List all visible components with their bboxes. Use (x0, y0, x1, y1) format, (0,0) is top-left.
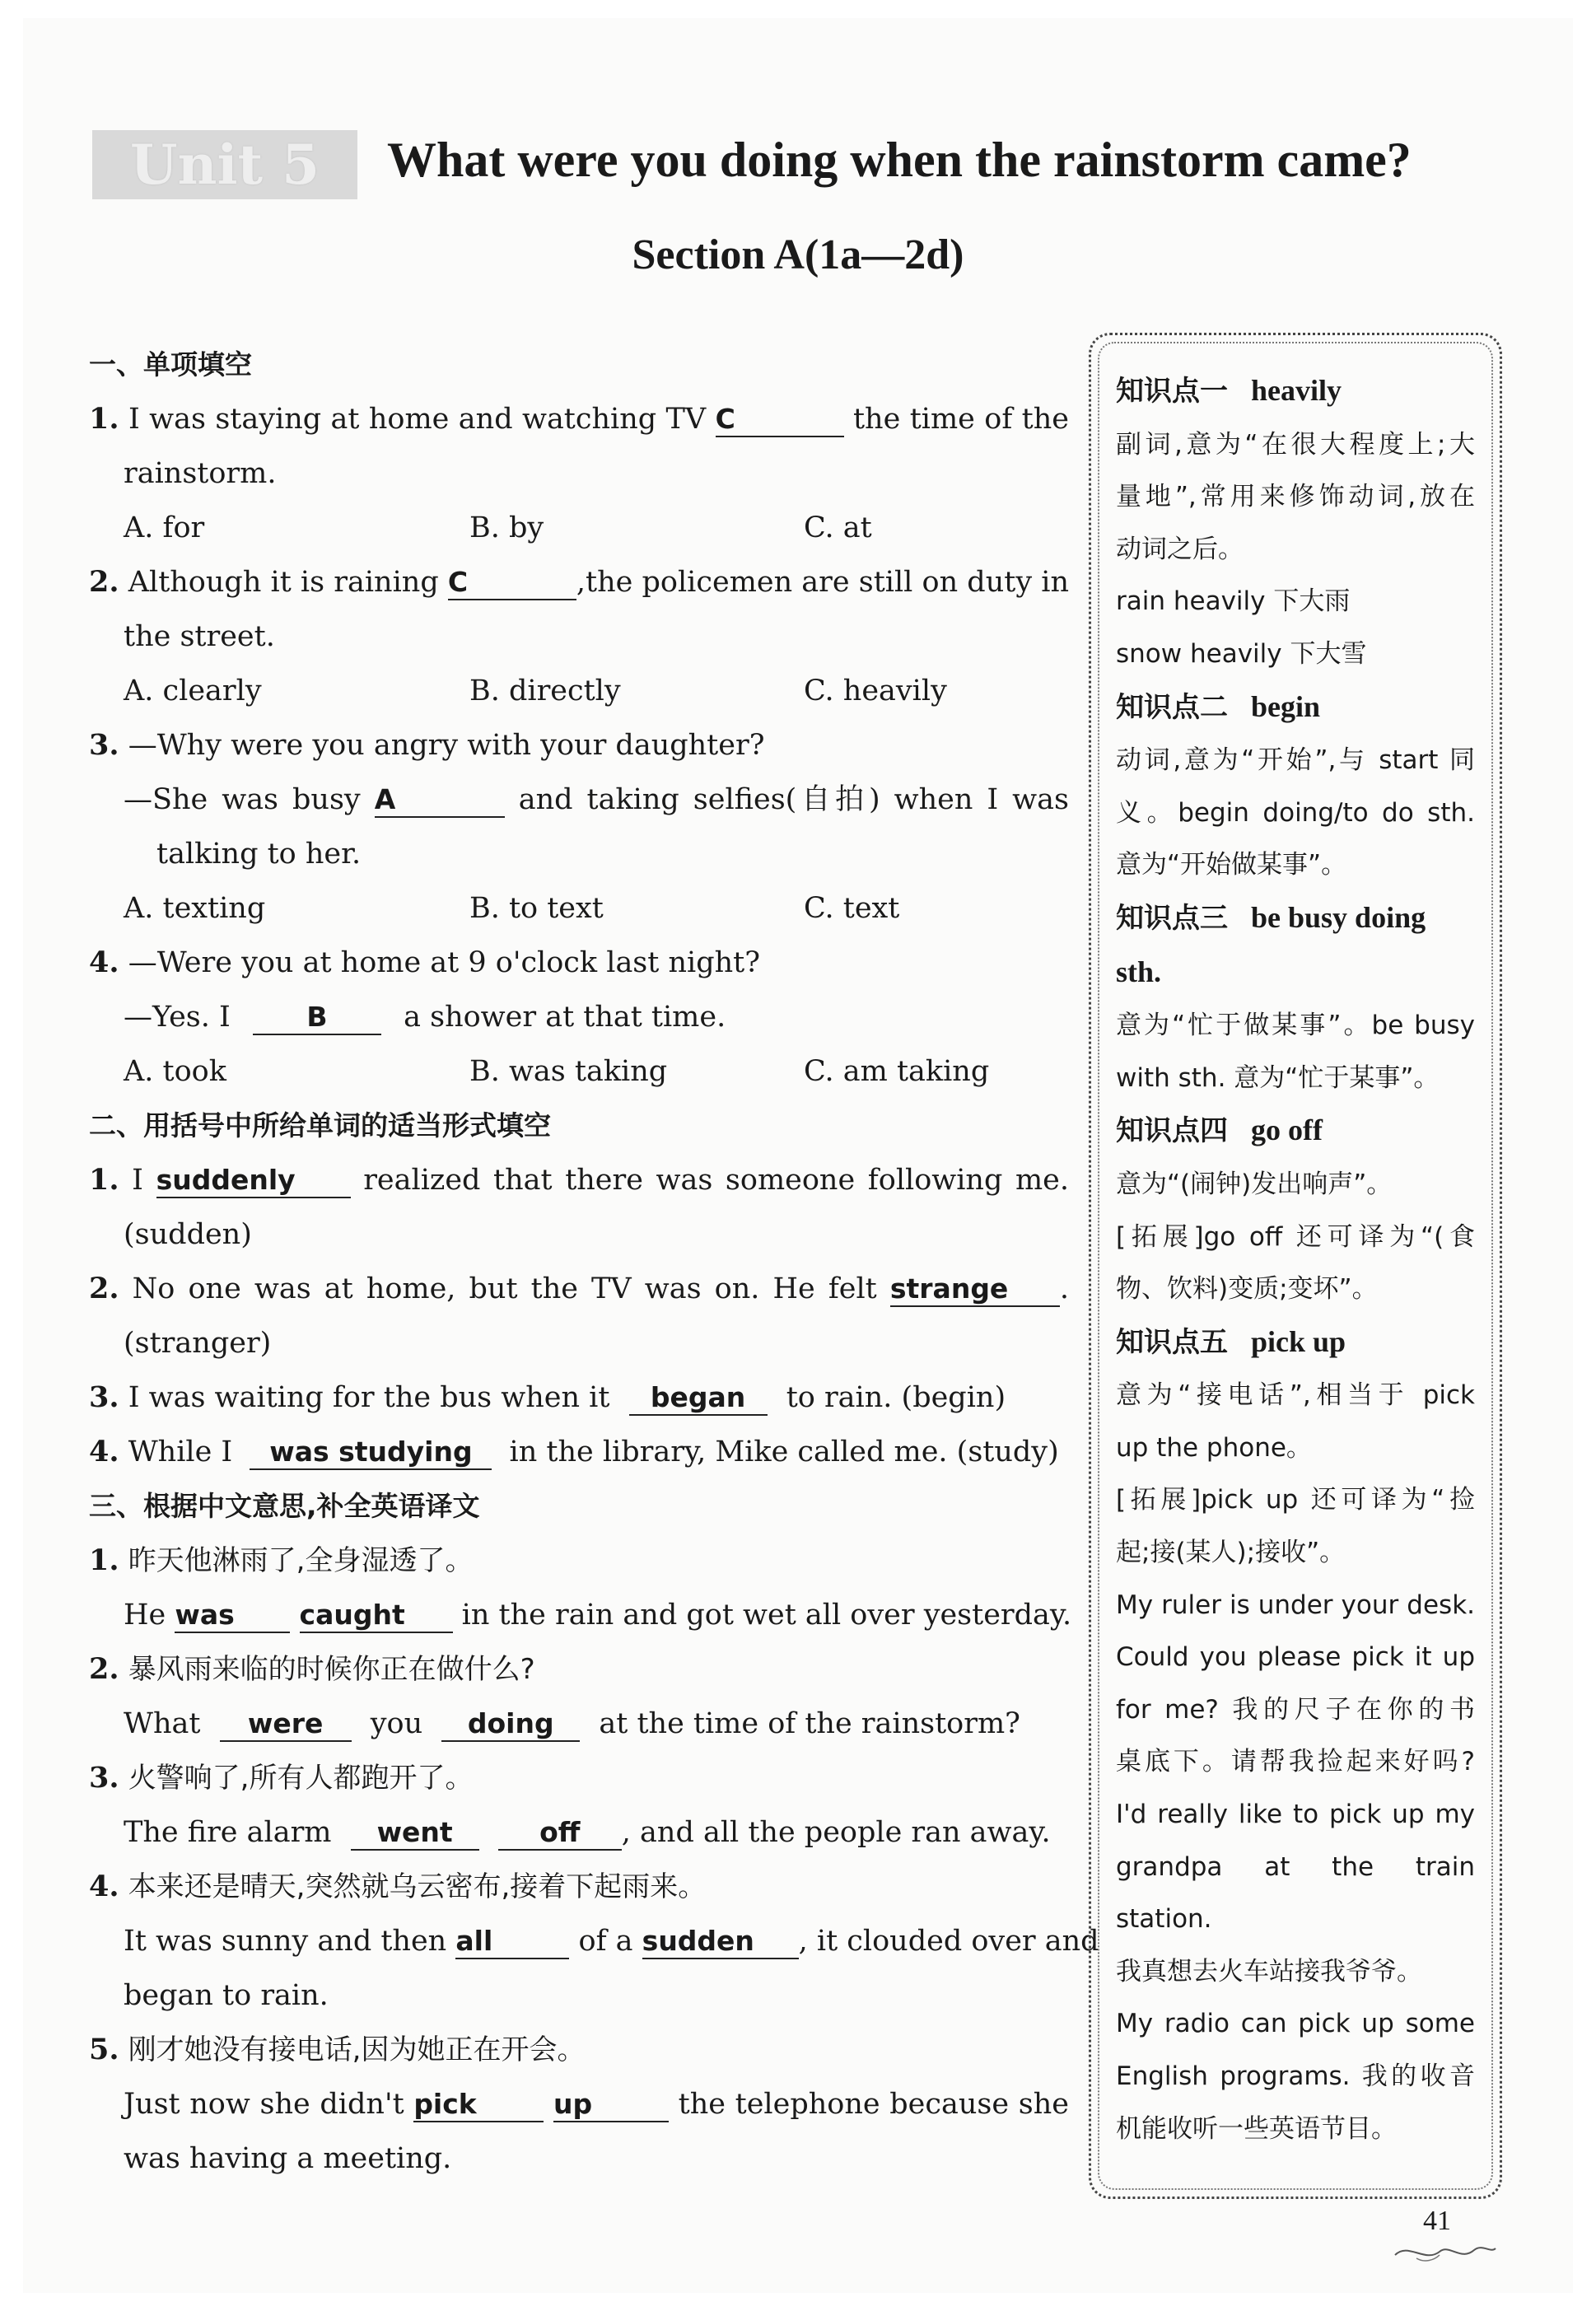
options-row (89, 501, 1069, 555)
question-text: While I (128, 1436, 233, 1468)
unit-badge: Unit 5 (92, 130, 357, 199)
knowledge-label: 知识点三 (1116, 901, 1228, 935)
question-continuation: was having a meeting. (124, 2142, 452, 2175)
knowledge-word: heavily (1251, 374, 1342, 407)
answer-blank[interactable]: B (253, 1001, 381, 1035)
chinese-prompt: 本来还是晴天,突然就乌云密布,接着下起雨来。 (128, 1870, 707, 1903)
answer-blank[interactable]: were (220, 1707, 352, 1742)
knowledge-label: 知识点一 (1116, 375, 1228, 408)
options-row (89, 664, 1069, 718)
knowledge-label: 知识点二 (1116, 690, 1228, 724)
question-text: —She was busy (124, 783, 361, 816)
option-c[interactable]: C. text (804, 892, 900, 925)
knowledge-text: 机能收听一些英语节目。 (1116, 2113, 1397, 2144)
answer-blank[interactable]: pick (413, 2088, 544, 2122)
question-text: at the time of the rainstorm? (599, 1707, 1020, 1740)
chinese-prompt: 暴风雨来临的时候你正在做什么? (128, 1653, 535, 1686)
question-text: It was sunny and then (124, 1925, 447, 1958)
part3-q4-answer-line (89, 1914, 1099, 1968)
question-text: The fire alarm (124, 1816, 332, 1849)
knowledge-text: [拓展]pick up 还可译为“捡 (1116, 1485, 1475, 1515)
part2-q1 (89, 1153, 1069, 1207)
answer-blank[interactable]: strange (890, 1272, 1060, 1307)
answer-blank[interactable]: A (375, 783, 505, 818)
question-continuation: (sudden) (124, 1218, 252, 1251)
question-text: a shower at that time. (404, 1001, 726, 1034)
part3-q2 (89, 1642, 1069, 1697)
answer-blank[interactable]: sudden (642, 1925, 799, 1959)
question-text: I was waiting for the bus when it (128, 1381, 610, 1414)
knowledge-text: English programs. 我的收音 (1116, 2061, 1475, 2091)
question-text: —Yes. I (124, 1001, 231, 1034)
knowledge-text: 我真想去火车站接我爷爷。 (1116, 1956, 1422, 1987)
question-text: and taking selfies(自拍) when I was (518, 783, 1069, 816)
question-number: 4. (89, 945, 119, 979)
question-text: Just now she didn't (124, 2088, 404, 2121)
question-text: I (132, 1164, 143, 1197)
options-row (89, 881, 1069, 936)
knowledge-text: 义。begin doing/to do sth. (1116, 797, 1475, 828)
question-number: 3. (89, 1380, 119, 1414)
knowledge-point-5 (1116, 1316, 1475, 2156)
question-text: to rain. (begin) (786, 1381, 1006, 1414)
question-number: 1. (89, 1163, 119, 1197)
question-text: the time of the (852, 403, 1069, 436)
knowledge-text: 意为“接电话”,相当于 pick (1116, 1380, 1475, 1411)
knowledge-points-box (1089, 333, 1502, 2199)
question-number: 1. (89, 1543, 119, 1577)
question-number: 4. (89, 1435, 119, 1468)
knowledge-text: 意为“忙于做某事”。be busy (1116, 1011, 1475, 1041)
question-text: in the library, Mike called me. (study) (509, 1436, 1059, 1468)
part1-q4 (89, 936, 1069, 990)
question-text: No one was at home, but the TV was on. He felt (132, 1272, 877, 1305)
part2-heading: 二、用括号中所给单词的适当形式填空 (89, 1109, 551, 1141)
part3-heading: 三、根据中文意思,补全英语译文 (89, 1490, 480, 1522)
section-title: Section A(1a—2d) (632, 231, 964, 278)
knowledge-text: for me? 我的尺子在你的书 (1116, 1694, 1475, 1725)
page-title: What were you doing when the rainstorm came? (387, 133, 1412, 187)
question-text: —Why were you angry with your daughter? (128, 729, 765, 762)
knowledge-word: sth. (1116, 955, 1162, 988)
option-a[interactable]: A. took (124, 1055, 226, 1088)
option-c[interactable]: C. heavily (804, 675, 947, 707)
knowledge-word: begin (1251, 689, 1321, 723)
part1-q3-answer-line (89, 773, 1069, 827)
question-text: What (124, 1707, 201, 1740)
question-text: He (124, 1599, 166, 1632)
question-continuation: (stranger) (124, 1327, 272, 1360)
knowledge-text: [拓展]go off 还可译为“(食 (1116, 1221, 1475, 1252)
chinese-prompt: 刚才她没有接电话,因为她正在开会。 (128, 2033, 586, 2066)
answer-blank[interactable]: suddenly (156, 1164, 351, 1198)
part1-q1 (89, 392, 1069, 446)
option-b[interactable]: B. was taking (469, 1055, 668, 1088)
part3-q1 (89, 1534, 1069, 1588)
knowledge-text: 意为“(闹钟)发出响声”。 (1116, 1169, 1393, 1199)
answer-blank[interactable]: was studying (250, 1436, 492, 1470)
answer-blank[interactable]: C (716, 403, 844, 437)
question-text: . (1059, 1272, 1069, 1305)
knowledge-point-1 (1116, 365, 1475, 681)
question-continuation: rainstorm. (124, 457, 277, 490)
knowledge-point-3 (1116, 892, 1475, 1104)
part3-q3 (89, 1751, 1069, 1805)
knowledge-text: 动词,意为“开始”,与 start 同 (1116, 745, 1475, 776)
option-b[interactable]: B. directly (469, 675, 621, 707)
knowledge-word: go off (1251, 1113, 1323, 1147)
question-number: 2. (89, 565, 119, 599)
question-continuation: talking to her. (156, 838, 362, 871)
knowledge-text: 意为“开始做某事”。 (1116, 850, 1347, 880)
knowledge-text: My ruler is under your desk. (1116, 1590, 1475, 1620)
knowledge-text: grandpa at the train station. (1116, 1851, 1475, 1935)
knowledge-label: 知识点四 (1116, 1114, 1228, 1148)
part3-q5-answer-line (89, 2077, 1069, 2131)
knowledge-point-4 (1116, 1104, 1475, 1315)
knowledge-text: 副词,意为“在很大程度上;大 (1116, 429, 1475, 460)
question-number: 5. (89, 2033, 119, 2066)
part3-q3-answer-line (89, 1805, 1069, 1860)
knowledge-text: 起;接(某人);接收”。 (1116, 1538, 1346, 1568)
option-a[interactable]: A. clearly (124, 675, 262, 707)
question-text: ,the policemen are still on duty in (576, 566, 1069, 599)
chinese-prompt: 火警响了,所有人都跑开了。 (128, 1762, 474, 1795)
question-number: 2. (89, 1272, 119, 1305)
option-c[interactable]: C. am taking (804, 1055, 990, 1088)
ornament-icon (1392, 2239, 1499, 2267)
answer-blank[interactable]: doing (441, 1707, 580, 1742)
part2-q3 (89, 1370, 1069, 1425)
part1-q2 (89, 555, 1069, 609)
page-number: 41 (1423, 2206, 1451, 2236)
part3-q4 (89, 1860, 1069, 1914)
question-text: —Were you at home at 9 o'clock last night? (128, 946, 760, 979)
answer-blank[interactable]: caught (300, 1599, 453, 1633)
question-number: 4. (89, 1870, 119, 1903)
knowledge-text: rain heavily 下大雨 (1116, 586, 1351, 617)
exercise-column (89, 338, 1099, 2186)
option-b[interactable]: B. to text (469, 892, 604, 925)
knowledge-point-2 (1116, 681, 1475, 892)
question-number: 2. (89, 1652, 119, 1686)
knowledge-text: My radio can pick up some (1116, 2009, 1475, 2039)
part2-q4 (89, 1425, 1069, 1479)
part2-q2 (89, 1262, 1069, 1316)
option-c[interactable]: C. at (804, 511, 872, 544)
question-number: 3. (89, 728, 119, 762)
knowledge-label: 知识点五 (1116, 1325, 1228, 1359)
answer-blank[interactable]: up (553, 2088, 669, 2122)
question-text: realized that there was someone following me. (363, 1164, 1069, 1197)
question-text: of a (578, 1925, 633, 1958)
answer-blank[interactable]: all (455, 1925, 569, 1959)
knowledge-word: be busy doing (1251, 900, 1426, 934)
options-row (89, 1044, 1069, 1099)
question-text: I was staying at home and watching TV (128, 403, 707, 436)
question-text: , it clouded over and (798, 1925, 1099, 1958)
knowledge-text: 桌底下。请帮我捡起来好吗? (1116, 1747, 1475, 1777)
option-a[interactable]: A. texting (124, 892, 266, 925)
option-a[interactable]: A. for (124, 511, 205, 544)
question-continuation: the street. (124, 620, 275, 653)
question-text: in the rain and got wet all over yesterday. (461, 1599, 1072, 1632)
knowledge-text: 动词之后。 (1116, 534, 1244, 564)
answer-blank[interactable]: C (448, 566, 576, 600)
knowledge-text: snow heavily 下大雪 (1116, 638, 1367, 669)
part1-q4-answer-line (89, 990, 1069, 1044)
knowledge-text: Could you please pick it up (1116, 1642, 1475, 1673)
question-text: you (370, 1707, 423, 1740)
answer-blank[interactable]: went (351, 1816, 479, 1851)
chinese-prompt: 昨天他淋雨了,全身湿透了。 (128, 1544, 474, 1577)
part3-q1-answer-line (89, 1588, 1072, 1642)
question-text: Although it is raining (128, 566, 439, 599)
knowledge-text: 量地”,常用来修饰动词,放在 (1116, 482, 1475, 512)
part3-q2-answer-line (89, 1697, 1069, 1751)
knowledge-text: up the phone。 (1116, 1432, 1312, 1463)
answer-blank[interactable]: off (498, 1816, 622, 1851)
knowledge-word: pick up (1251, 1324, 1346, 1358)
part3-q5 (89, 2023, 1069, 2077)
knowledge-text: I'd really like to pick up my (1116, 1800, 1475, 1830)
question-text: , and all the people ran away. (621, 1816, 1051, 1849)
answer-blank[interactable]: began (629, 1381, 768, 1416)
option-b[interactable]: B. by (469, 511, 544, 544)
knowledge-text: with sth. 意为“忙于某事”。 (1116, 1062, 1440, 1093)
answer-blank[interactable]: was (175, 1599, 290, 1633)
part1-heading: 一、单项填空 (89, 348, 252, 380)
question-text: the telephone because she (678, 2088, 1069, 2121)
question-continuation: began to rain. (124, 1979, 329, 2012)
knowledge-text: 物、饮料)变质;变坏”。 (1116, 1274, 1378, 1305)
question-number: 1. (89, 402, 119, 436)
question-number: 3. (89, 1761, 119, 1795)
part1-q3 (89, 718, 1069, 773)
